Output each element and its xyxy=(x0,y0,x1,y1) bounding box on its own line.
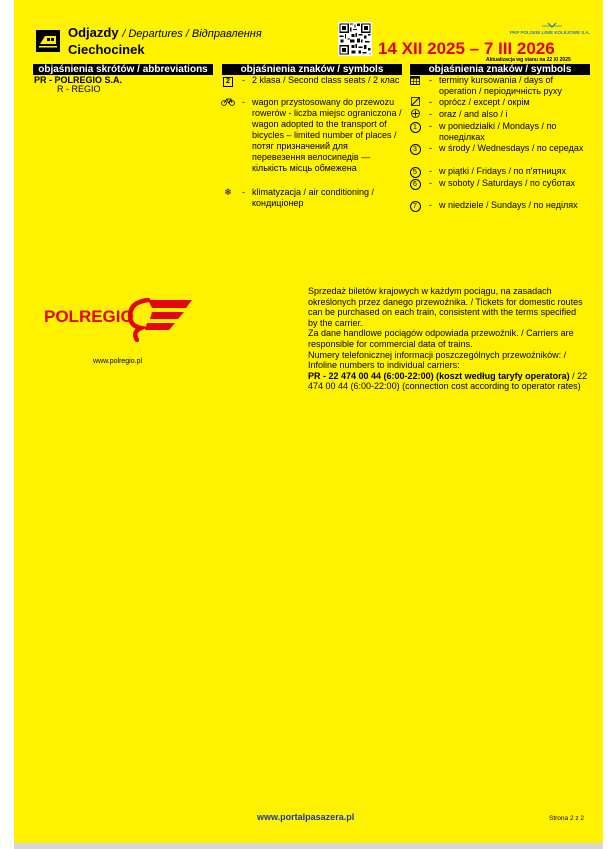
symbol-dash: - xyxy=(242,75,245,85)
portal-pasazera-link[interactable]: www.portalpasazera.pl xyxy=(257,812,355,822)
abbr-category: R - REGIO xyxy=(57,84,101,94)
bicycle-icon xyxy=(221,97,235,108)
symbol-text: w soboty / Saturdays / по суботах xyxy=(439,178,576,188)
symbol-dash: - xyxy=(242,187,245,197)
sales-info-tickets: Sprzedaż biletów krajowych w każdym pociągu, na zasadach określonych przez danego przewoźnika. / Tickets for domestic routes can be purchased on each train, consistent with the terms specified by the carrier. xyxy=(308,286,583,328)
departures-title xyxy=(68,25,262,40)
polregio-logo-text: POLREGIO xyxy=(44,307,134,326)
symbol-text: wagon przystosowany do przewozu rowerów - liczba miejsc ograniczona / wagon adopted to the transport of bicycles – limited number of places / потяг призначений для перевезення велосипедів — кількість місць обмежена xyxy=(252,97,402,173)
symbol-text: klimatyzacja / air conditioning / кондиціонер xyxy=(252,187,375,208)
symbol-dash: - xyxy=(429,143,432,153)
symbol-text: 2 klasa / Second class seats / 2 клас xyxy=(252,75,400,85)
symbol-dash: - xyxy=(429,178,432,188)
saturday-icon: 6 xyxy=(408,178,422,189)
page-number: Strona 2 z 2 xyxy=(549,815,585,822)
update-date: Aktualizacja wg stanu na 22 XI 2025 xyxy=(486,57,571,63)
symbol-text: w poniedziałki / Mondays / по понеділках xyxy=(439,121,557,142)
abbreviations-heading: objaśnienia skrótów / abbreviations xyxy=(33,64,213,75)
air-conditioning-icon: ❄ xyxy=(224,187,232,197)
symbol-text: terminy kursowania / days of operation / періодичність руху xyxy=(439,75,562,96)
symbol-dash: - xyxy=(242,97,245,107)
wednesday-icon: 3 xyxy=(408,143,422,154)
symbol-text: w piątki / Fridays / по п'ятницях xyxy=(439,166,567,176)
except-icon xyxy=(408,97,422,108)
abbr-carrier: PR - POLREGIO S.A. xyxy=(34,75,123,85)
sales-info-block xyxy=(308,286,588,392)
station-name: Ciechocinek xyxy=(68,42,145,57)
second-class-icon: 2 xyxy=(221,75,235,86)
validity-date-range: 14 XII 2025 – 7 III 2026 xyxy=(378,39,555,58)
monday-icon: 1 xyxy=(408,121,422,132)
symbol-dash: - xyxy=(429,75,432,85)
plk-logo-icon xyxy=(510,22,590,36)
page-margin xyxy=(603,0,614,849)
symbol-dash: - xyxy=(429,166,432,176)
qr-code-icon[interactable] xyxy=(338,22,372,56)
polregio-logo xyxy=(44,292,194,342)
sunday-icon: 7 xyxy=(408,200,422,211)
friday-icon: 5 xyxy=(408,166,422,177)
sales-info-infoline xyxy=(308,371,588,392)
page-shadow xyxy=(14,843,603,849)
title-main: Odjazdy xyxy=(68,25,119,40)
symbol-dash: - xyxy=(429,200,432,210)
polregio-url[interactable]: www.polregio.pl xyxy=(93,358,143,365)
sales-info-infoline-heading: Numery telefonicznej informacji poszczególnych przewoźników: / Infoline numbers to individual carriers: xyxy=(308,349,567,371)
symbol-dash: - xyxy=(429,109,432,119)
symbol-text: oprócz / except / окрім xyxy=(439,97,530,107)
calendar-icon xyxy=(408,75,422,86)
symbols-heading-right: objaśnienia znaków / symbols xyxy=(410,64,590,75)
infoline-polregio: PR - 22 474 00 44 (6:00-22:00) (koszt według taryfy operatora) xyxy=(308,370,570,381)
title-translations: / Departures / Відправлення xyxy=(122,28,262,40)
symbol-text: w środy / Wednesdays / по середах xyxy=(439,143,584,153)
infoline-polregio-rest: / 22 474 00 44 (6:00-22:00) (connection cost according to operator rates) xyxy=(308,370,588,392)
symbol-text: w niedziele / Sundays / по неділях xyxy=(439,200,578,210)
train-icon xyxy=(36,30,60,52)
plk-logo-text: PKP POLSKIE LINIE KOLEJOWE S.A. xyxy=(510,30,590,35)
symbols-heading-left: objaśnienia znaków / symbols xyxy=(222,64,402,75)
symbol-dash: - xyxy=(429,97,432,107)
symbol-dash: - xyxy=(429,121,432,131)
symbol-text: oraz / and also / і xyxy=(439,109,508,119)
also-icon xyxy=(408,109,422,120)
sales-info-carriers: Za dane handlowe pociągów odpowiada przewoźnik. / Carriers are responsible for commercial data of trains. xyxy=(308,328,574,349)
